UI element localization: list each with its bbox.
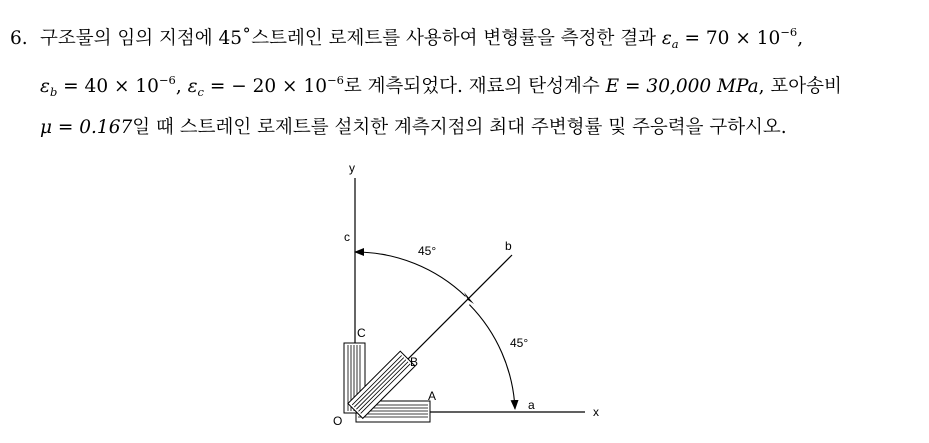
problem-text-2a: 로 계측되었다. 재료의 탄성계수 <box>343 76 600 98</box>
strain-b-equation: $\varepsilon_b = 40 \times 10^{-6}$ <box>40 73 176 100</box>
label-direction-b: b <box>505 239 512 253</box>
label-direction-a: a <box>528 398 535 412</box>
problem-text-3: 일 때 스트레인 로제트를 설치한 계측지점의 최대 주변형률 및 주응력을 구하시오. <box>132 117 787 139</box>
problem-text-2b: , 포아송비 <box>758 76 842 98</box>
label-gauge-c: C <box>357 326 366 340</box>
angle-arc-lower <box>469 305 515 409</box>
label-angle-lower: 45° <box>510 336 529 350</box>
poisson-ratio: μ = 0.167 <box>40 117 133 139</box>
modulus-value: E = 30,000 <box>605 76 712 98</box>
modulus-unit: MPa <box>717 76 759 98</box>
problem-line-2: $\varepsilon_b = 40 \times 10^{-6}$, $\varepsilon_c$ = − $20 \times 10^{-6}$로 계측되었다. 재료의 탄성계수 E = 30,000 MPa, 포아송비 <box>40 73 842 100</box>
strain-c-equation: $\varepsilon_c$ = − $20 \times 10^{-6}$ <box>187 73 344 100</box>
label-direction-c: c <box>344 230 350 244</box>
label-gauge-a: A <box>428 389 437 403</box>
label-gauge-b: B <box>410 355 419 369</box>
label-origin: O <box>333 414 343 428</box>
label-x-axis: x <box>593 405 599 419</box>
strain-a-equation: $\varepsilon_a = 70 \times 10^{-6}$ <box>661 25 798 52</box>
label-y-axis: y <box>349 161 355 175</box>
angle-arc-upper <box>355 252 466 296</box>
question-number: 6. <box>10 28 28 50</box>
problem-line-1: 6. 구조물의 임의 지점에 45˚스트레인 로제트를 사용하여 변형률을 측정한 결과 $\varepsilon_a = 70 \times 10^{-6}$, <box>10 14 922 62</box>
problem-text-1: 구조물의 임의 지점에 45˚스트레인 로제트를 사용하여 변형률을 측정한 결과 <box>40 28 656 50</box>
label-angle-upper: 45° <box>418 244 437 258</box>
